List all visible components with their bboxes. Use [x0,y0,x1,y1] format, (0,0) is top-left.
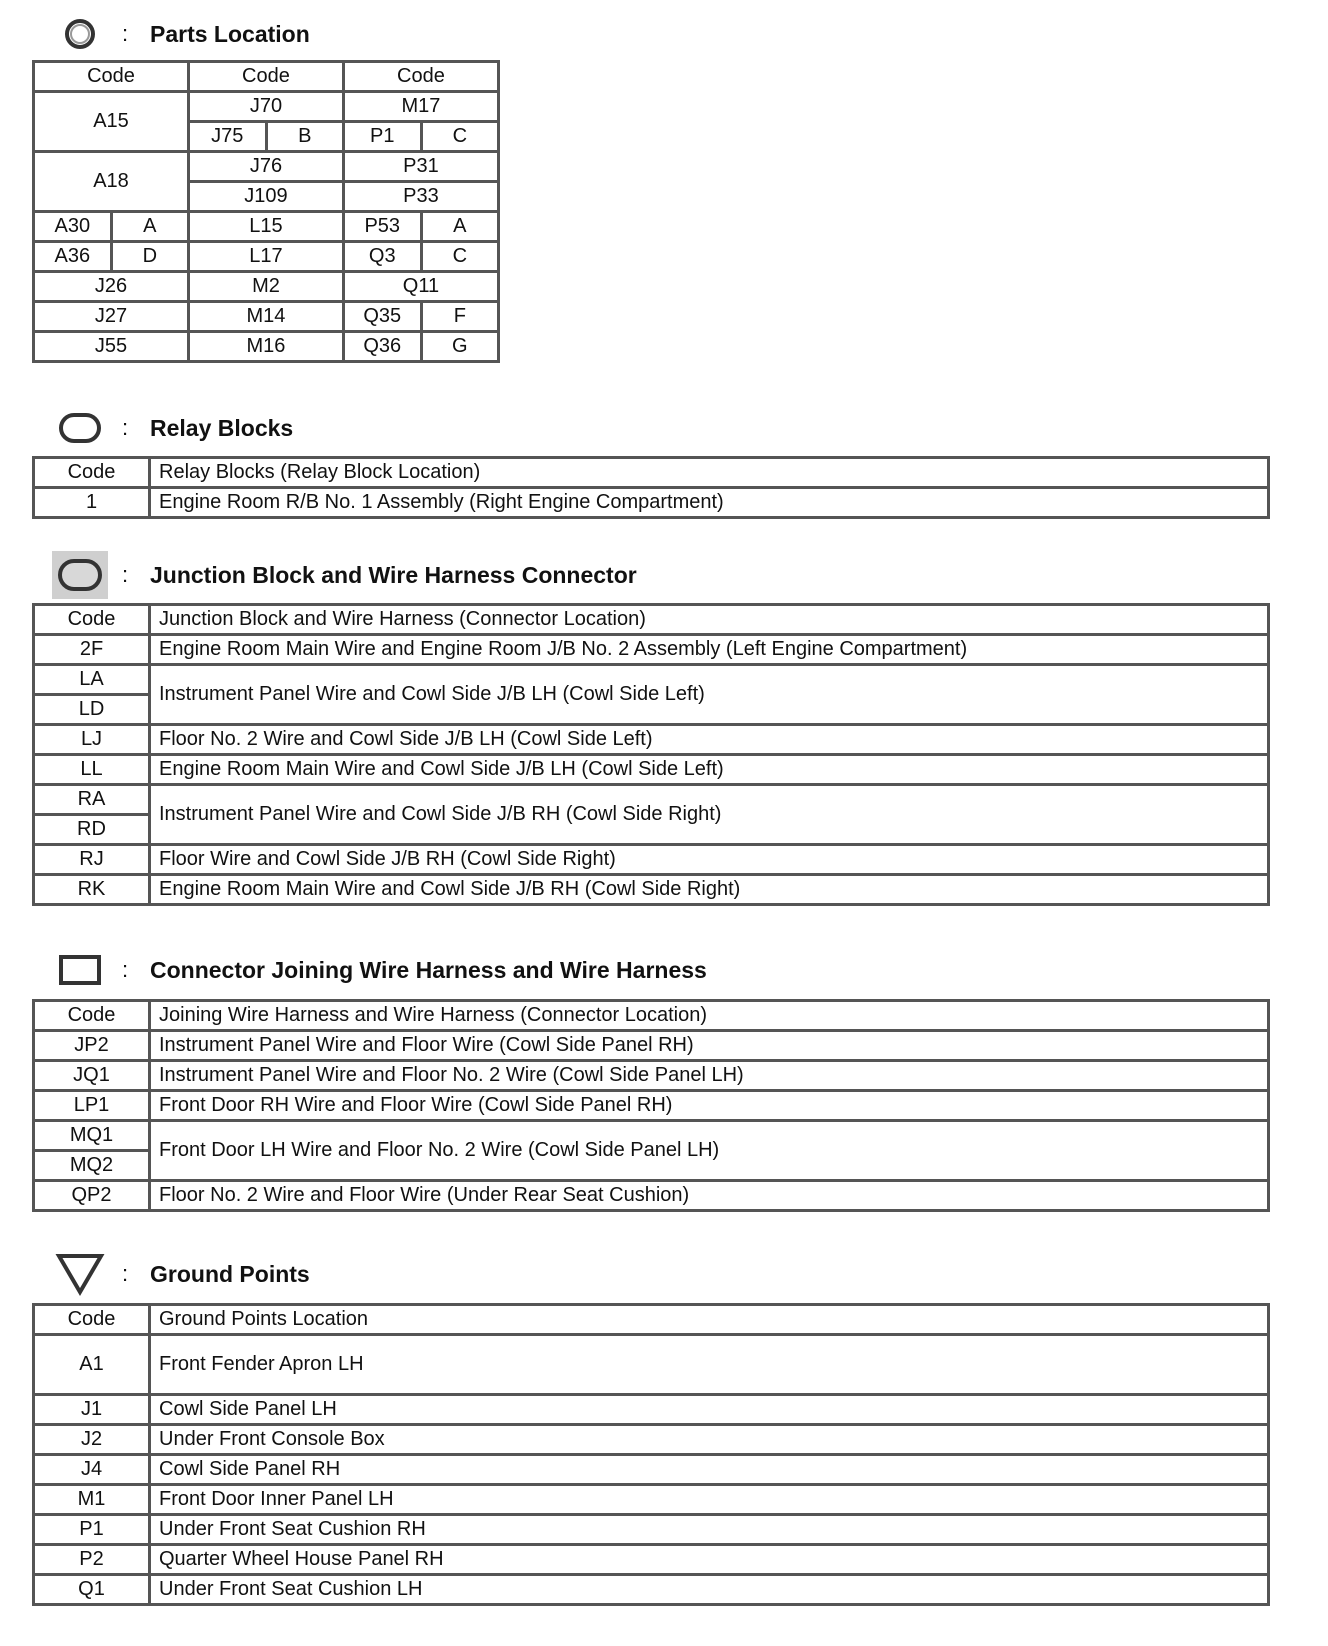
code-cell: QP2 [34,1181,150,1211]
table-cell: A15 [34,92,189,152]
code-cell: J2 [34,1425,150,1455]
table-header-code: Code [34,1305,150,1335]
table-header-desc: Ground Points Location [150,1305,1269,1335]
table-cell: M17 [343,92,498,122]
code-cell: M1 [34,1485,150,1515]
table-cell: J26 [34,272,189,302]
code-cell: MQ2 [34,1151,150,1181]
desc-cell: Engine Room Main Wire and Cowl Side J/B RH (Cowl Side Right) [150,875,1269,905]
table-row [34,845,1269,875]
table-row [34,1061,1269,1091]
code-cell: LL [34,755,150,785]
table-row [34,488,1269,518]
table-row [34,1395,1269,1425]
table-row [34,1515,1269,1545]
desc-cell: Quarter Wheel House Panel RH [150,1545,1269,1575]
table-cell: M16 [189,332,344,362]
code-cell: RA [34,785,150,815]
desc-cell: Instrument Panel Wire and Cowl Side J/B RH (Cowl Side Right) [150,785,1269,845]
code-cell: J4 [34,1455,150,1485]
relay-blocks-heading [44,406,293,450]
section-title: Parts Location [150,20,310,47]
circle-icon [44,12,116,56]
table-cell: J55 [34,332,189,362]
table-cell: M2 [189,272,344,302]
table-row [34,1425,1269,1455]
section-title: Ground Points [150,1260,310,1287]
code-cell: J1 [34,1395,150,1425]
table-cell: P33 [343,182,498,212]
code-cell: Q1 [34,1575,150,1605]
parts-location-table [32,60,500,363]
desc-cell: Floor Wire and Cowl Side J/B RH (Cowl Side Right) [150,845,1269,875]
table-row [34,665,1269,695]
table-cell: A [111,212,188,242]
table-cell: A18 [34,152,189,212]
code-cell: P2 [34,1545,150,1575]
code-cell: P1 [34,1515,150,1545]
table-cell: C [421,122,498,152]
table-cell: A [421,212,498,242]
table-row [34,785,1269,815]
desc-cell: Front Door RH Wire and Floor Wire (Cowl Side Panel RH) [150,1091,1269,1121]
table-cell: L15 [189,212,344,242]
table-cell: J76 [189,152,344,182]
table-row [34,1031,1269,1061]
heading-colon: : [122,1261,129,1286]
table-cell: F [421,302,498,332]
table-cell: C [421,242,498,272]
table-header-code: Code [34,62,189,92]
table-cell: Q35 [343,302,421,332]
desc-cell: Front Door LH Wire and Floor No. 2 Wire (Cowl Side Panel LH) [150,1121,1269,1181]
table-row [34,1091,1269,1121]
table-row [34,1181,1269,1211]
code-cell: 2F [34,635,150,665]
table-cell: Q11 [343,272,498,302]
desc-cell: Under Front Console Box [150,1425,1269,1455]
code-cell: LJ [34,725,150,755]
table-cell: P53 [343,212,421,242]
connector-heading [44,948,707,992]
code-cell: JQ1 [34,1061,150,1091]
table-header-desc: Relay Blocks (Relay Block Location) [150,458,1269,488]
desc-cell: Front Fender Apron LH [150,1335,1269,1395]
desc-cell: Under Front Seat Cushion LH [150,1575,1269,1605]
heading-colon: : [122,21,129,46]
table-cell: J70 [189,92,344,122]
code-cell: A1 [34,1335,150,1395]
table-row [34,1335,1269,1395]
table-cell: M14 [189,302,344,332]
table-cell: P1 [343,122,421,152]
ground-points-table [32,1303,1270,1606]
desc-cell: Front Door Inner Panel LH [150,1485,1269,1515]
desc-cell: Floor No. 2 Wire and Cowl Side J/B LH (Cowl Side Left) [150,725,1269,755]
table-row [34,1575,1269,1605]
rounded-rect-icon [44,406,116,450]
code-cell: JP2 [34,1031,150,1061]
table-cell: Q36 [343,332,421,362]
shaded-rounded-rect-icon [44,553,116,597]
code-cell: 1 [34,488,150,518]
table-header-code: Code [343,62,498,92]
heading-colon: : [122,415,129,440]
heading-colon: : [122,562,129,587]
table-row [34,755,1269,785]
table-cell: B [266,122,343,152]
code-cell: MQ1 [34,1121,150,1151]
table-row [34,875,1269,905]
table-cell: J109 [189,182,344,212]
connector-table [32,999,1270,1212]
desc-cell: Instrument Panel Wire and Floor Wire (Cowl Side Panel RH) [150,1031,1269,1061]
table-header-code: Code [34,605,150,635]
desc-cell: Under Front Seat Cushion RH [150,1515,1269,1545]
code-cell: RD [34,815,150,845]
desc-cell: Floor No. 2 Wire and Floor Wire (Under Rear Seat Cushion) [150,1181,1269,1211]
table-row [34,1545,1269,1575]
table-header-code: Code [189,62,344,92]
table-row [34,635,1269,665]
table-header-code: Code [34,458,150,488]
code-cell: LD [34,695,150,725]
code-cell: RK [34,875,150,905]
desc-cell: Engine Room Main Wire and Engine Room J/B No. 2 Assembly (Left Engine Compartment) [150,635,1269,665]
table-cell: A30 [34,212,112,242]
table-cell: A36 [34,242,112,272]
table-cell: J27 [34,302,189,332]
table-cell: J75 [189,122,267,152]
table-cell: D [111,242,188,272]
heading-colon: : [122,957,129,982]
table-cell: P31 [343,152,498,182]
section-title: Connector Joining Wire Harness and Wire Harness [150,956,707,983]
section-title: Junction Block and Wire Harness Connector [150,561,637,588]
junction-block-table [32,603,1270,906]
table-row [34,725,1269,755]
square-icon [44,948,116,992]
ground-points-heading [44,1252,310,1296]
relay-blocks-table [32,456,1270,519]
junction-block-heading [44,553,637,597]
table-header-desc: Joining Wire Harness and Wire Harness (Connector Location) [150,1001,1269,1031]
desc-cell: Instrument Panel Wire and Floor No. 2 Wire (Cowl Side Panel LH) [150,1061,1269,1091]
table-row [34,1455,1269,1485]
table-row [34,1121,1269,1151]
code-cell: LP1 [34,1091,150,1121]
table-cell: Q3 [343,242,421,272]
table-header-desc: Junction Block and Wire Harness (Connector Location) [150,605,1269,635]
desc-cell: Instrument Panel Wire and Cowl Side J/B LH (Cowl Side Left) [150,665,1269,725]
table-cell: L17 [189,242,344,272]
table-cell: G [421,332,498,362]
table-row [34,1485,1269,1515]
desc-cell: Cowl Side Panel RH [150,1455,1269,1485]
table-header-code: Code [34,1001,150,1031]
section-title: Relay Blocks [150,414,294,441]
desc-cell: Cowl Side Panel LH [150,1395,1269,1425]
code-cell: LA [34,665,150,695]
code-cell: RJ [34,845,150,875]
desc-cell: Engine Room R/B No. 1 Assembly (Right Engine Compartment) [150,488,1269,518]
parts-location-heading [44,12,310,56]
desc-cell: Engine Room Main Wire and Cowl Side J/B LH (Cowl Side Left) [150,755,1269,785]
triangle-icon [44,1252,116,1296]
